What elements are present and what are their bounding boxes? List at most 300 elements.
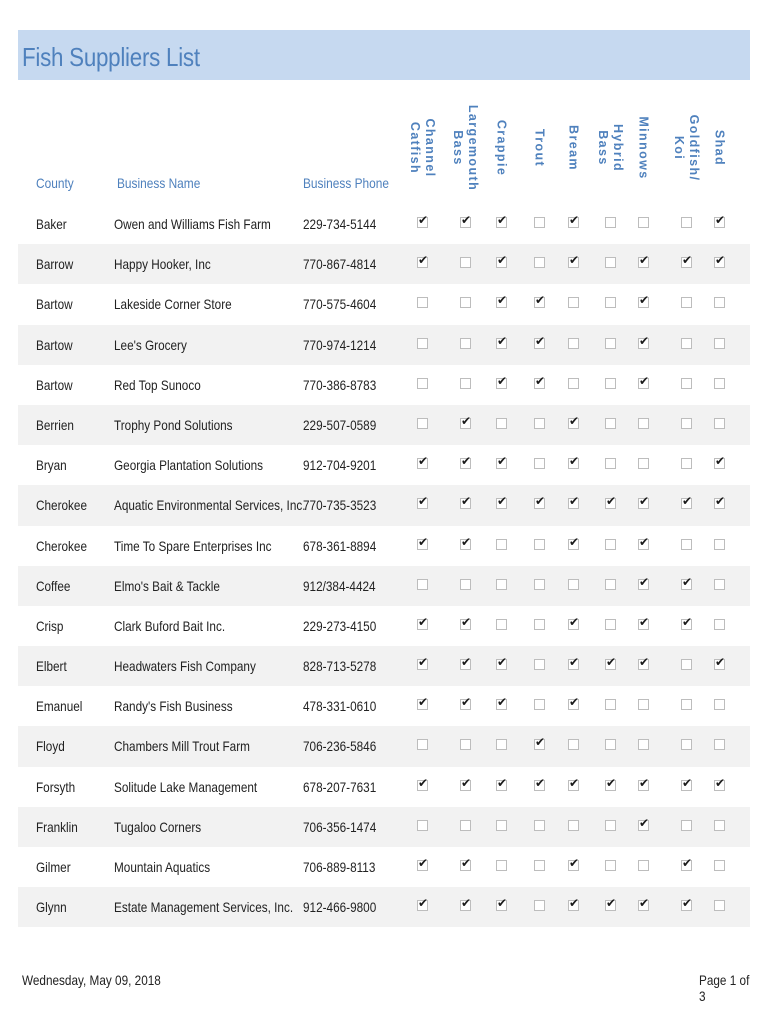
checkmark-icon: ✔: [682, 614, 693, 629]
species-checkbox[interactable]: [714, 454, 726, 469]
species-checkbox[interactable]: [714, 253, 726, 268]
checkmark-icon: ✔: [606, 896, 617, 911]
species-checkbox[interactable]: [534, 860, 545, 871]
species-checkbox[interactable]: [496, 253, 508, 268]
species-checkbox[interactable]: [534, 579, 545, 590]
species-checkbox[interactable]: [568, 695, 580, 710]
business-name-cell: Red Top Sunoco: [114, 376, 201, 393]
checkmark-icon: ✔: [715, 655, 726, 670]
species-checkbox[interactable]: [638, 418, 649, 429]
species-checkbox[interactable]: [460, 338, 471, 349]
table-row: [18, 686, 750, 726]
species-checkbox[interactable]: [417, 253, 429, 268]
county-cell: Bartow: [36, 296, 73, 313]
species-checkbox[interactable]: [460, 896, 472, 911]
species-checkbox[interactable]: [681, 378, 692, 389]
business-phone-cell: 229-507-0589: [303, 416, 377, 433]
checkmark-icon: ✔: [639, 333, 650, 348]
species-checkbox[interactable]: [714, 539, 725, 550]
checkmark-icon: ✔: [461, 775, 472, 790]
species-checkbox[interactable]: [496, 860, 507, 871]
business-phone-cell: 678-207-7631: [303, 778, 377, 795]
species-checkbox[interactable]: [460, 534, 472, 550]
species-checkbox[interactable]: [496, 775, 508, 791]
species-checkbox[interactable]: [496, 213, 508, 228]
checkmark-icon: ✔: [639, 896, 650, 911]
business-phone-cell: 706-236-5846: [303, 738, 377, 755]
checkmark-icon: ✔: [535, 373, 546, 388]
business-phone-cell: 678-361-8894: [303, 537, 377, 554]
species-checkbox[interactable]: [460, 297, 471, 308]
header-species-0: [400, 95, 444, 200]
species-checkbox[interactable]: [638, 217, 649, 228]
species-checkbox[interactable]: [417, 494, 429, 509]
species-checkbox[interactable]: [417, 896, 429, 911]
business-phone-cell: 478-331-0610: [303, 698, 377, 715]
species-checkbox[interactable]: [568, 494, 580, 509]
species-checkbox[interactable]: [638, 614, 650, 630]
business-name-cell: Tugaloo Corners: [114, 818, 202, 835]
species-checkbox[interactable]: [496, 896, 508, 911]
checkmark-icon: ✔: [497, 293, 508, 308]
species-checkbox[interactable]: [496, 579, 507, 590]
species-checkbox[interactable]: [568, 378, 579, 389]
species-checkbox[interactable]: [638, 293, 650, 308]
species-checkbox[interactable]: [460, 378, 471, 389]
species-checkbox[interactable]: [605, 378, 616, 389]
county-cell: Baker: [36, 216, 67, 232]
species-checkbox[interactable]: [681, 574, 693, 590]
checkmark-icon: ✔: [418, 775, 429, 790]
species-checkbox[interactable]: [460, 454, 472, 469]
species-checkbox[interactable]: [534, 494, 546, 509]
checkmark-icon: ✔: [497, 213, 508, 227]
table-row: [18, 244, 750, 284]
species-checkbox[interactable]: [496, 619, 507, 630]
species-checkbox[interactable]: [496, 695, 508, 710]
business-phone-cell: 912/384-4424: [303, 577, 376, 594]
species-checkbox[interactable]: [605, 418, 616, 429]
species-checkbox[interactable]: [605, 494, 617, 509]
checkmark-icon: ✔: [535, 293, 546, 308]
checkmark-icon: ✔: [497, 373, 508, 388]
checkmark-icon: ✔: [535, 494, 546, 509]
species-checkbox[interactable]: [534, 900, 545, 911]
species-checkbox[interactable]: [417, 534, 429, 550]
species-checkbox[interactable]: [417, 820, 428, 831]
checkmark-icon: ✔: [418, 253, 429, 268]
species-checkbox[interactable]: [681, 820, 692, 831]
checkmark-icon: ✔: [639, 614, 650, 629]
species-checkbox[interactable]: [714, 494, 726, 509]
species-checkbox[interactable]: [605, 338, 616, 349]
species-checkbox[interactable]: [568, 253, 580, 268]
checkmark-icon: ✔: [606, 655, 617, 670]
species-checkbox[interactable]: [496, 454, 508, 469]
species-checkbox[interactable]: [460, 614, 472, 630]
footer-page-number: Page 1 of 3: [699, 972, 750, 1004]
checkmark-icon: ✔: [639, 253, 650, 268]
species-checkbox[interactable]: [417, 614, 429, 630]
checkmark-icon: ✔: [569, 494, 580, 509]
header-county: County: [36, 175, 74, 191]
species-checkbox[interactable]: [638, 896, 650, 911]
species-checkbox[interactable]: [681, 253, 693, 268]
business-phone-cell: 770-386-8783: [303, 376, 377, 393]
header-species-label: Goldfish/ Koi: [672, 114, 701, 181]
species-checkbox[interactable]: [460, 413, 472, 429]
species-checkbox[interactable]: [681, 494, 693, 509]
checkmark-icon: ✔: [461, 856, 472, 870]
species-checkbox[interactable]: [496, 293, 508, 308]
business-name-cell: Georgia Plantation Solutions: [114, 457, 264, 474]
checkmark-icon: ✔: [569, 614, 580, 629]
species-checkbox[interactable]: [568, 579, 579, 590]
county-cell: Forsyth: [36, 778, 76, 795]
species-checkbox[interactable]: [417, 378, 428, 389]
species-checkbox[interactable]: [681, 418, 692, 429]
species-checkbox[interactable]: [568, 614, 580, 630]
header-species-label: Crappie: [494, 119, 509, 176]
checkmark-icon: ✔: [569, 655, 580, 670]
business-name-cell: Owen and Williams Fish Farm: [114, 216, 271, 232]
species-checkbox[interactable]: [714, 739, 725, 750]
county-cell: Cherokee: [36, 497, 87, 514]
table-row: [18, 606, 750, 646]
species-checkbox[interactable]: [605, 699, 616, 710]
checkmark-icon: ✔: [682, 494, 693, 509]
business-name-cell: Mountain Aquatics: [114, 859, 211, 875]
species-checkbox[interactable]: [460, 579, 471, 590]
county-cell: Bryan: [36, 457, 67, 474]
business-name-cell: Headwaters Fish Company: [114, 658, 256, 675]
species-checkbox[interactable]: [681, 856, 693, 871]
species-checkbox[interactable]: [605, 860, 616, 871]
checkmark-icon: ✔: [682, 856, 693, 870]
species-checkbox[interactable]: [681, 338, 692, 349]
species-checkbox[interactable]: [534, 458, 545, 469]
table-row: [18, 646, 750, 686]
species-checkbox[interactable]: [714, 860, 725, 871]
species-checkbox[interactable]: [534, 735, 546, 750]
business-name-cell: Elmo's Bait & Tackle: [114, 577, 220, 594]
checkmark-icon: ✔: [639, 373, 650, 388]
species-checkbox[interactable]: [534, 699, 545, 710]
checkmark-icon: ✔: [497, 655, 508, 670]
table-row: [18, 847, 750, 887]
species-checkbox[interactable]: [417, 739, 428, 750]
species-checkbox[interactable]: [534, 333, 546, 349]
species-checkbox[interactable]: [534, 217, 545, 228]
business-phone-cell: 828-713-5278: [303, 658, 377, 675]
species-checkbox[interactable]: [534, 775, 546, 791]
species-checkbox[interactable]: [568, 820, 579, 831]
species-checkbox[interactable]: [568, 856, 580, 871]
checkmark-icon: ✔: [418, 856, 429, 870]
supplier-table: [18, 204, 750, 927]
county-cell: Berrien: [36, 416, 74, 433]
species-checkbox[interactable]: [460, 494, 472, 509]
checkmark-icon: ✔: [497, 494, 508, 509]
business-phone-cell: 770-867-4814: [303, 256, 377, 273]
checkmark-icon: ✔: [715, 213, 726, 227]
species-checkbox[interactable]: [568, 413, 580, 429]
species-checkbox[interactable]: [568, 213, 580, 228]
species-checkbox[interactable]: [568, 297, 579, 308]
checkmark-icon: ✔: [461, 413, 472, 428]
species-checkbox[interactable]: [460, 213, 472, 228]
species-checkbox[interactable]: [638, 534, 650, 550]
business-phone-cell: 706-889-8113: [303, 859, 376, 875]
checkmark-icon: ✔: [569, 695, 580, 710]
checkmark-icon: ✔: [569, 856, 580, 870]
checkmark-icon: ✔: [569, 213, 580, 227]
species-checkbox[interactable]: [460, 655, 472, 670]
species-checkbox[interactable]: [681, 614, 693, 630]
species-checkbox[interactable]: [496, 373, 508, 389]
species-checkbox[interactable]: [417, 695, 429, 710]
species-checkbox[interactable]: [605, 619, 616, 630]
species-checkbox[interactable]: [681, 896, 693, 911]
business-name-cell: Solitude Lake Management: [114, 778, 258, 795]
species-checkbox[interactable]: [714, 418, 725, 429]
table-row: [18, 526, 750, 566]
header-species-6: [621, 95, 665, 200]
species-checkbox[interactable]: [417, 338, 428, 349]
checkmark-icon: ✔: [639, 775, 650, 790]
business-name-cell: Randy's Fish Business: [114, 698, 233, 715]
checkmark-icon: ✔: [497, 333, 508, 348]
table-row: [18, 726, 750, 766]
species-checkbox[interactable]: [638, 253, 650, 268]
species-checkbox[interactable]: [638, 574, 650, 590]
checkmark-icon: ✔: [418, 614, 429, 629]
county-cell: Barrow: [36, 256, 74, 273]
business-name-cell: Time To Spare Enterprises Inc: [114, 537, 272, 554]
species-checkbox[interactable]: [714, 775, 726, 791]
table-row: [18, 566, 750, 606]
species-checkbox[interactable]: [460, 695, 472, 710]
species-checkbox[interactable]: [568, 775, 580, 791]
species-checkbox[interactable]: [417, 213, 429, 228]
checkmark-icon: ✔: [461, 534, 472, 549]
checkmark-icon: ✔: [497, 454, 508, 469]
species-checkbox[interactable]: [417, 579, 428, 590]
species-checkbox[interactable]: [417, 856, 429, 871]
species-checkbox[interactable]: [534, 293, 546, 308]
species-checkbox[interactable]: [460, 739, 471, 750]
county-cell: Floyd: [36, 738, 65, 755]
species-checkbox[interactable]: [460, 856, 472, 871]
checkmark-icon: ✔: [569, 896, 580, 911]
checkmark-icon: ✔: [606, 775, 617, 790]
species-checkbox[interactable]: [714, 820, 725, 831]
table-row: [18, 405, 750, 445]
business-phone-cell: 770-974-1214: [303, 336, 377, 353]
checkmark-icon: ✔: [418, 213, 429, 227]
species-checkbox[interactable]: [638, 699, 649, 710]
business-name-cell: Chambers Mill Trout Farm: [114, 738, 250, 755]
species-checkbox[interactable]: [714, 378, 725, 389]
species-checkbox[interactable]: [496, 655, 508, 670]
checkmark-icon: ✔: [461, 655, 472, 670]
species-checkbox[interactable]: [568, 739, 579, 750]
species-checkbox[interactable]: [714, 579, 725, 590]
species-checkbox[interactable]: [496, 739, 507, 750]
business-phone-cell: 229-273-4150: [303, 617, 377, 634]
header-business-name: Business Name: [117, 175, 201, 191]
species-checkbox[interactable]: [605, 217, 616, 228]
species-checkbox[interactable]: [460, 820, 471, 831]
species-checkbox[interactable]: [638, 373, 650, 389]
county-cell: Franklin: [36, 818, 78, 835]
species-checkbox[interactable]: [605, 655, 617, 670]
species-checkbox[interactable]: [605, 257, 616, 268]
header-species-label: Minnows: [636, 115, 651, 180]
business-phone-cell: 912-704-9201: [303, 457, 377, 474]
species-checkbox[interactable]: [605, 775, 617, 791]
species-checkbox[interactable]: [638, 739, 649, 750]
species-checkbox[interactable]: [568, 896, 580, 911]
species-checkbox[interactable]: [638, 860, 649, 871]
species-checkbox[interactable]: [638, 333, 650, 349]
species-checkbox[interactable]: [681, 775, 693, 791]
species-checkbox[interactable]: [496, 820, 507, 831]
header-species-label: Channel Catfish: [408, 117, 437, 178]
table-row: [18, 485, 750, 525]
title-bar: [18, 30, 750, 80]
checkmark-icon: ✔: [497, 253, 508, 268]
header-species-label: Largemouth Bass: [451, 104, 480, 191]
species-checkbox[interactable]: [568, 454, 580, 469]
checkmark-icon: ✔: [715, 494, 726, 509]
checkmark-icon: ✔: [639, 534, 650, 549]
species-checkbox[interactable]: [568, 338, 579, 349]
checkmark-icon: ✔: [461, 896, 472, 911]
species-checkbox[interactable]: [605, 896, 617, 911]
table-row: [18, 767, 750, 807]
species-checkbox[interactable]: [534, 820, 545, 831]
species-checkbox[interactable]: [714, 699, 725, 710]
footer-date: Wednesday, May 09, 2018: [22, 972, 161, 988]
species-checkbox[interactable]: [638, 458, 649, 469]
species-checkbox[interactable]: [496, 494, 508, 509]
table-row: [18, 445, 750, 485]
species-checkbox[interactable]: [417, 418, 428, 429]
species-checkbox[interactable]: [496, 333, 508, 349]
county-cell: Elbert: [36, 658, 67, 675]
species-checkbox[interactable]: [714, 338, 725, 349]
checkmark-icon: ✔: [639, 293, 650, 308]
species-checkbox[interactable]: [534, 373, 546, 389]
species-checkbox[interactable]: [681, 739, 692, 750]
checkmark-icon: ✔: [535, 333, 546, 348]
checkmark-icon: ✔: [639, 574, 650, 589]
species-checkbox[interactable]: [417, 297, 428, 308]
species-checkbox[interactable]: [681, 539, 692, 550]
species-checkbox[interactable]: [714, 213, 726, 228]
species-checkbox[interactable]: [681, 217, 692, 228]
county-cell: Bartow: [36, 336, 73, 353]
header-business-phone: Business Phone: [303, 175, 390, 191]
business-name-cell: Trophy Pond Solutions: [114, 416, 233, 433]
checkmark-icon: ✔: [606, 494, 617, 509]
checkmark-icon: ✔: [569, 775, 580, 790]
species-checkbox[interactable]: [417, 655, 429, 670]
species-checkbox[interactable]: [534, 257, 545, 268]
business-name-cell: Happy Hooker, Inc: [114, 256, 211, 273]
checkmark-icon: ✔: [682, 574, 693, 589]
species-checkbox[interactable]: [681, 699, 692, 710]
table-row: [18, 887, 750, 927]
species-checkbox[interactable]: [496, 539, 507, 550]
checkmark-icon: ✔: [461, 494, 472, 509]
business-name-cell: Lee's Grocery: [114, 336, 187, 353]
business-phone-cell: 770-575-4604: [303, 296, 377, 313]
species-checkbox[interactable]: [605, 458, 616, 469]
species-checkbox[interactable]: [681, 458, 692, 469]
checkmark-icon: ✔: [715, 454, 726, 469]
checkmark-icon: ✔: [418, 534, 429, 549]
business-phone-cell: 912-466-9800: [303, 899, 377, 916]
species-checkbox[interactable]: [681, 659, 692, 670]
species-checkbox[interactable]: [714, 900, 725, 911]
species-checkbox[interactable]: [714, 619, 725, 630]
county-cell: Bartow: [36, 376, 73, 393]
species-checkbox[interactable]: [638, 494, 650, 509]
species-checkbox[interactable]: [605, 539, 616, 550]
species-checkbox[interactable]: [460, 775, 472, 791]
species-checkbox[interactable]: [460, 257, 471, 268]
species-checkbox[interactable]: [681, 297, 692, 308]
species-checkbox[interactable]: [534, 418, 545, 429]
species-checkbox[interactable]: [417, 775, 429, 791]
species-checkbox[interactable]: [534, 659, 545, 670]
species-checkbox[interactable]: [605, 579, 616, 590]
checkmark-icon: ✔: [569, 253, 580, 268]
checkmark-icon: ✔: [715, 775, 726, 790]
species-checkbox[interactable]: [714, 655, 726, 670]
species-checkbox[interactable]: [638, 655, 650, 670]
checkmark-icon: ✔: [569, 413, 580, 428]
species-checkbox[interactable]: [568, 655, 580, 670]
business-phone-cell: 770-735-3523: [303, 497, 377, 514]
checkmark-icon: ✔: [418, 454, 429, 469]
species-checkbox[interactable]: [605, 739, 616, 750]
species-checkbox[interactable]: [605, 820, 616, 831]
checkmark-icon: ✔: [639, 494, 650, 509]
species-checkbox[interactable]: [417, 454, 429, 469]
header-species-label: Shad: [712, 129, 727, 166]
checkmark-icon: ✔: [682, 775, 693, 790]
species-checkbox[interactable]: [568, 534, 580, 550]
species-checkbox[interactable]: [496, 418, 507, 429]
species-checkbox[interactable]: [534, 539, 545, 550]
checkmark-icon: ✔: [418, 695, 429, 710]
species-checkbox[interactable]: [638, 775, 650, 791]
species-checkbox[interactable]: [638, 815, 650, 831]
checkmark-icon: ✔: [461, 695, 472, 710]
table-row: [18, 365, 750, 405]
checkmark-icon: ✔: [497, 695, 508, 710]
checkmark-icon: ✔: [418, 896, 429, 911]
species-checkbox[interactable]: [605, 297, 616, 308]
species-checkbox[interactable]: [714, 297, 725, 308]
county-cell: Glynn: [36, 899, 67, 916]
county-cell: Emanuel: [36, 698, 83, 715]
county-cell: Crisp: [36, 617, 64, 634]
species-checkbox[interactable]: [534, 619, 545, 630]
